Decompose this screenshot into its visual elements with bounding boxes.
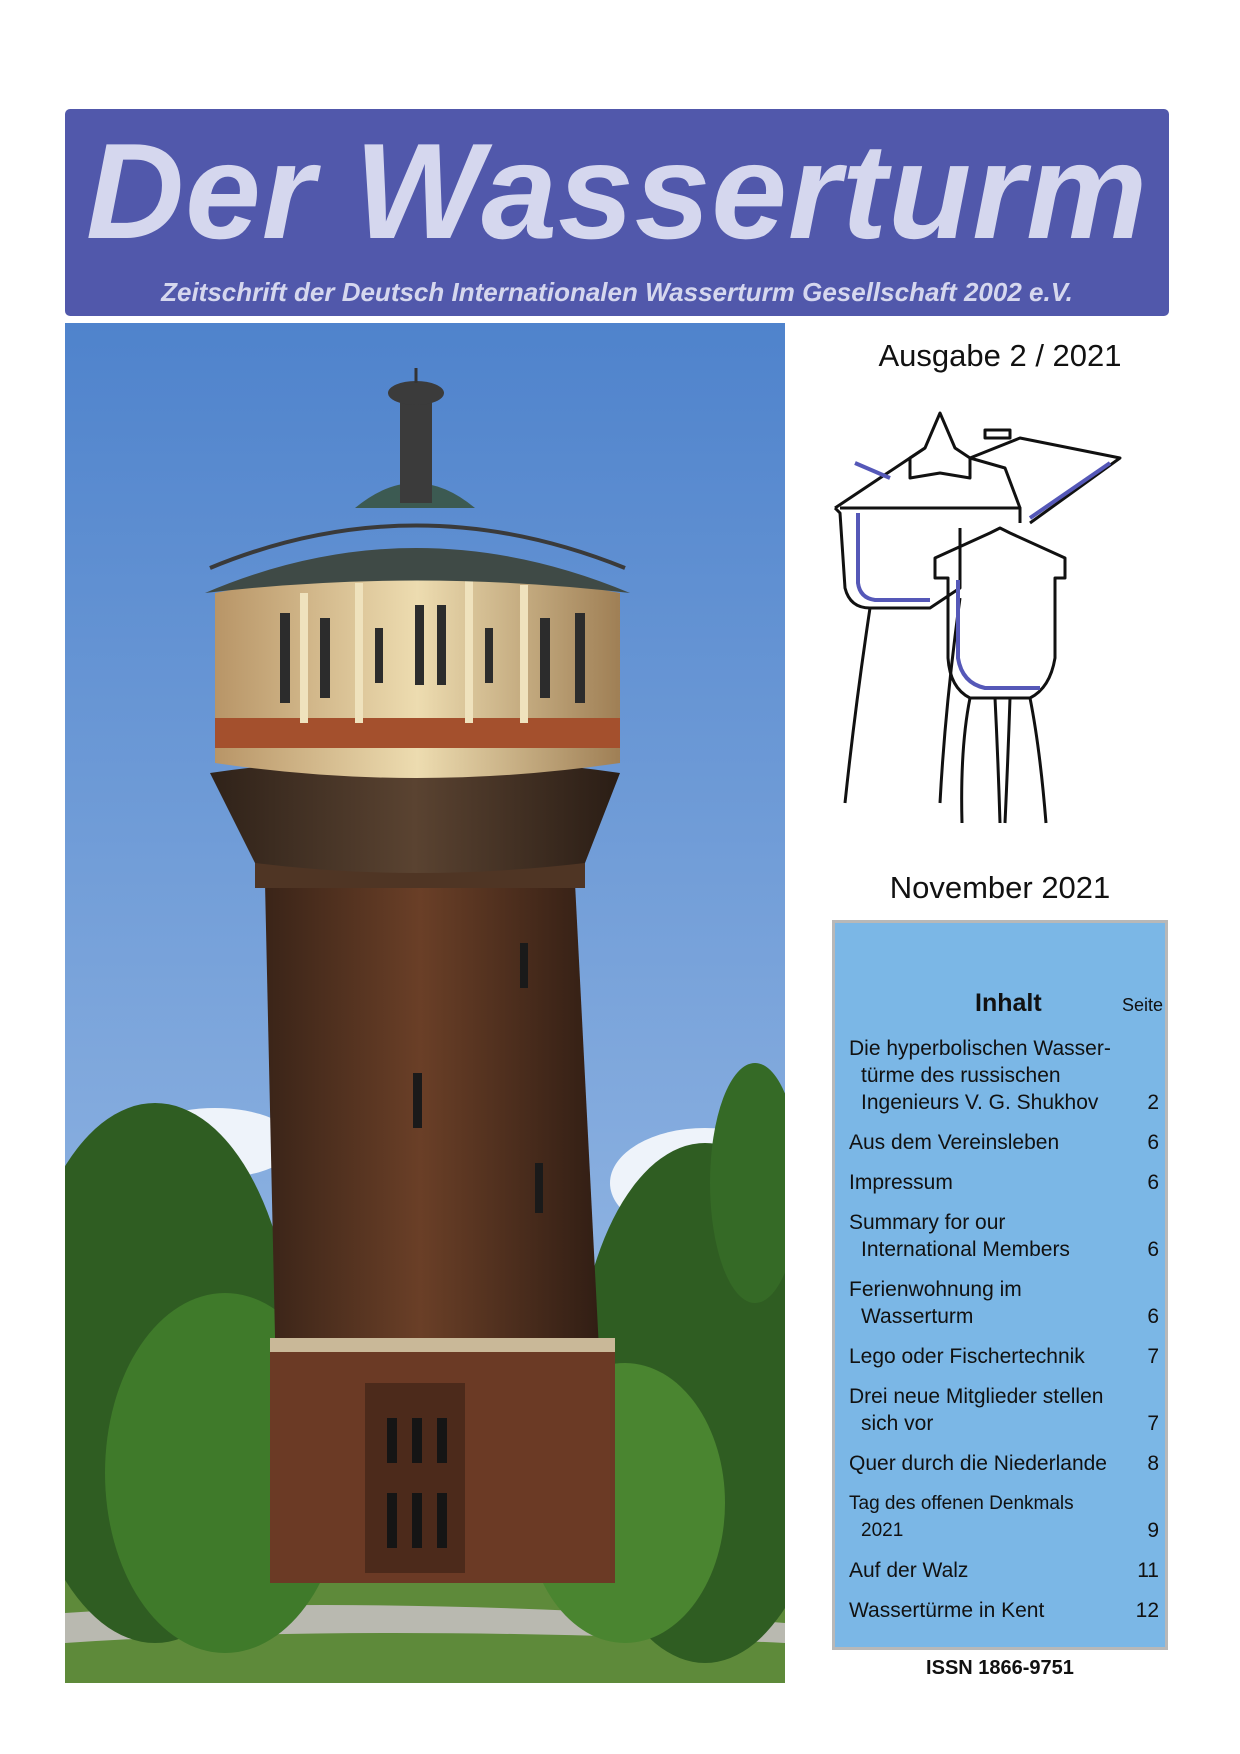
cover-photo-water-tower	[65, 323, 785, 1683]
toc-entry-title-line: Quer durch die Niederlande	[849, 1452, 1107, 1475]
toc-entry-title-line: Lego oder Fischertechnik	[849, 1345, 1085, 1368]
toc-entry-page: 7	[1147, 1412, 1159, 1435]
toc-entry	[849, 1383, 1159, 1437]
toc-entry	[849, 1169, 1159, 1196]
toc-entry-title-line: Wasserturm	[861, 1305, 974, 1328]
toc-entry-page: 12	[1135, 1599, 1159, 1622]
toc-entry-page: 9	[1147, 1519, 1159, 1542]
toc-entry	[849, 1597, 1159, 1624]
toc-entry-page: 6	[1147, 1238, 1159, 1261]
magazine-subtitle: Zeitschrift der Deutsch Internationalen Wasserturm Gesellschaft 2002 e.V.	[161, 277, 1073, 307]
toc-entry-title-line: Die hyperbolischen Wasser-	[849, 1037, 1111, 1060]
toc-entry	[849, 1035, 1159, 1116]
toc-entry-page: 6	[1147, 1131, 1159, 1154]
toc-entry-title-line: Impressum	[849, 1171, 953, 1194]
issn-number: ISSN 1866-9751	[926, 1657, 1074, 1679]
toc-entry-title-line: 2021	[861, 1520, 904, 1541]
toc-entry	[849, 1343, 1159, 1370]
toc-entry	[849, 1557, 1159, 1584]
toc-entry-page: 7	[1147, 1345, 1159, 1368]
toc-title: Inhalt	[975, 989, 1042, 1017]
toc-entry-title-line: Aus dem Vereinsleben	[849, 1131, 1060, 1154]
magazine-title: Der Wasserturm	[85, 115, 1149, 267]
toc-entry-title-line: Summary for our	[849, 1211, 1006, 1234]
toc-entry-title-line: Wassertürme in Kent	[849, 1599, 1045, 1622]
toc-entry-title-line: türme des russischen	[861, 1064, 1061, 1087]
issue-number: Ausgabe 2 / 2021	[878, 338, 1122, 373]
table-of-contents	[832, 920, 1168, 1650]
toc-entry	[849, 1450, 1159, 1477]
water-tower-illustration	[65, 323, 785, 1683]
toc-header	[835, 989, 1165, 1019]
toc-page-column-heading: Seite	[1121, 995, 1163, 1015]
toc-entry-title-line: Auf der Walz	[849, 1559, 969, 1582]
toc-entry-page: 8	[1147, 1452, 1159, 1475]
toc-entry-page: 2	[1147, 1091, 1159, 1114]
toc-entry-page: 11	[1137, 1559, 1159, 1582]
toc-entry-title-line: Drei neue Mitglieder stellen	[849, 1385, 1104, 1408]
toc-entry-title-line: International Members	[861, 1238, 1070, 1261]
masthead	[65, 109, 1169, 316]
toc-entry-title-line: sich vor	[861, 1412, 934, 1435]
toc-entry	[849, 1129, 1159, 1156]
toc-entry	[849, 1276, 1159, 1330]
toc-entry	[849, 1490, 1159, 1544]
toc-list	[849, 1035, 1159, 1637]
issue-date: November 2021	[889, 870, 1111, 905]
toc-entry-title-line: Ingenieurs V. G. Shukhov	[861, 1091, 1099, 1114]
toc-entry-title-line: Ferienwohnung im	[849, 1278, 1022, 1301]
toc-entry-page: 6	[1147, 1305, 1159, 1328]
water-tower-logo-icon	[830, 408, 1160, 840]
toc-entry-title-line: Tag des offenen Denkmals	[849, 1493, 1074, 1514]
toc-entry	[849, 1209, 1159, 1263]
toc-entry-page: 6	[1147, 1171, 1159, 1194]
water-tower-logo	[830, 408, 1160, 840]
